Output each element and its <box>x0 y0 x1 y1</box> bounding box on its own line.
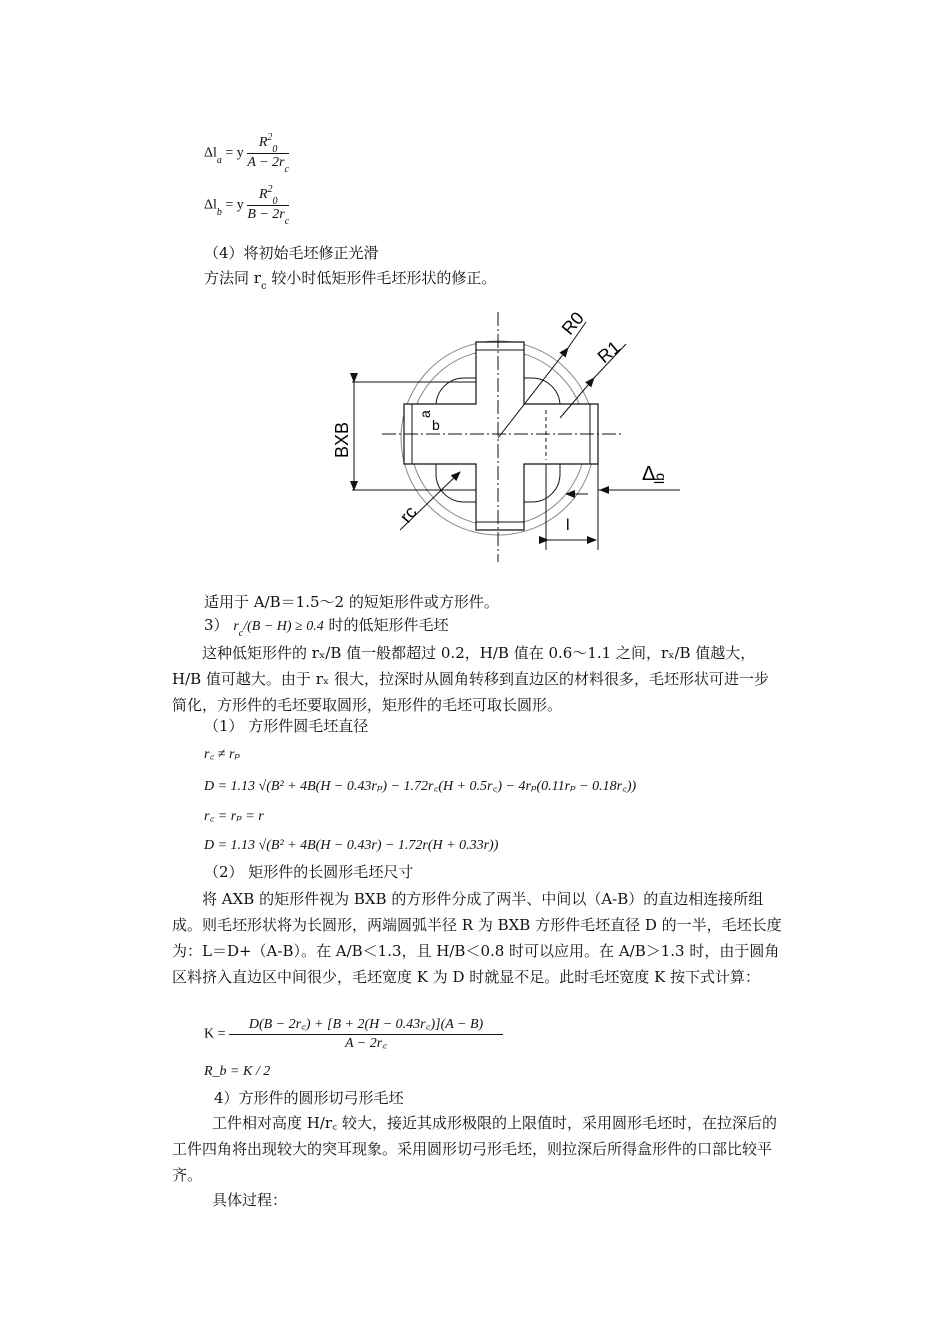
cross-outline <box>404 342 598 530</box>
process-label: 具体过程： <box>212 1191 288 1209</box>
section3-heading: 3） $r_c/(B - H) \ge 0.4$ 时的低矩形件毛坯 <box>204 616 449 639</box>
label-bxb: BXB <box>332 421 352 459</box>
eq-d-simple: D = 1.13 √(B² + 4B(H − 0.43r) − 1.72r(H + 0.33r)) <box>204 838 499 853</box>
blank-shape-figure <box>320 300 700 570</box>
label-delta: Δ <box>642 463 656 485</box>
paragraph-low-rect: 这种低矩形件的 rₓ/B 值一般都超过 0.2，H/B 值在 0.6～1.1 之间，rₓ/B 值越大，H/B 值可越大。由于 rₓ 很大，拉深时从圆角转移到直边区的材料很多，毛坯形状可进一步简化，方形件的毛坯要取圆形，矩形件的毛坯可取长圆形。 <box>172 644 769 714</box>
label-rc: rc <box>395 502 421 527</box>
step4-text: 方法同 $r_c$ 较小时低矩形件毛坯形状的修正。 <box>204 269 497 292</box>
label-r1: R1 <box>593 336 625 368</box>
formula-delta-lb: $\Delta l_b = y$ $\frac{R^2_0}{B - 2r_c}$ <box>204 184 290 227</box>
label-r0: R0 <box>557 308 588 339</box>
formula-delta-la: $\Delta l_a = y$ $\frac{R^2_0}{A - 2r_c}$ <box>204 132 289 175</box>
paragraph-arc-cut: 工件相对高度 H/r꜀ 较大，接近其成形极限的上限值时，采用圆形毛坯时，在拉深后的工件四角将出现较大的突耳现象。采用圆形切弓形毛坯，则拉深后所得盒形件的口部比较平齐。 <box>172 1114 778 1184</box>
paragraph-long-round: 将 AXB 的矩形件视为 BXB 的方形件分成了两半、中间以（A-B）的直边相连接所组成。则毛坯形状将为长圆形，两端圆弧半径 R 为 BXB 方形件毛坯直径 D 的一半，毛坯长度为：L＝D+（A-B）。在 A/B＜1.3，且 H/B＜0.8 时可以应用。在 A/B＞1.3 时，由于圆角区料挤入直边区中间很少，毛坯宽度 K 为 D 时就显不足。此时毛坯宽度 K 按下式计算： <box>172 890 782 986</box>
eq-k: K = $\frac{D(B - 2r꜀) + [B + 2(H - 0.43r꜀)](A - B)}{A - 2r꜀}$ <box>204 1016 503 1053</box>
sub1-heading: （1） 方形件圆毛坯直径 <box>204 717 369 735</box>
eq-rb: R_b = K / 2 <box>204 1064 271 1079</box>
section4-heading: 4）方形件的圆形切弓形毛坯 <box>214 1089 404 1107</box>
label-a: a <box>417 410 433 418</box>
eq-rc-ne-rp: r꜀ ≠ rₚ <box>204 747 241 762</box>
label-l: l <box>566 517 570 534</box>
eq-rc-eq-rp: r꜀ = rₚ = r <box>204 809 264 824</box>
applies-text: 适用于 A/B＝1.5～2 的短矩形件或方形件。 <box>204 593 499 611</box>
label-lb: lb <box>651 473 667 484</box>
label-b: b <box>432 417 440 433</box>
eq-d-general: D = 1.13 √(B² + 4B(H − 0.43rₚ) − 1.72r꜀(H + 0.5r꜀) − 4rₚ(0.11rₚ − 0.18r꜀)) <box>204 779 637 794</box>
sub2-heading: （2） 矩形件的长圆形毛坯尺寸 <box>204 863 414 881</box>
step4-heading: （4）将初始毛坯修正光滑 <box>204 244 379 262</box>
